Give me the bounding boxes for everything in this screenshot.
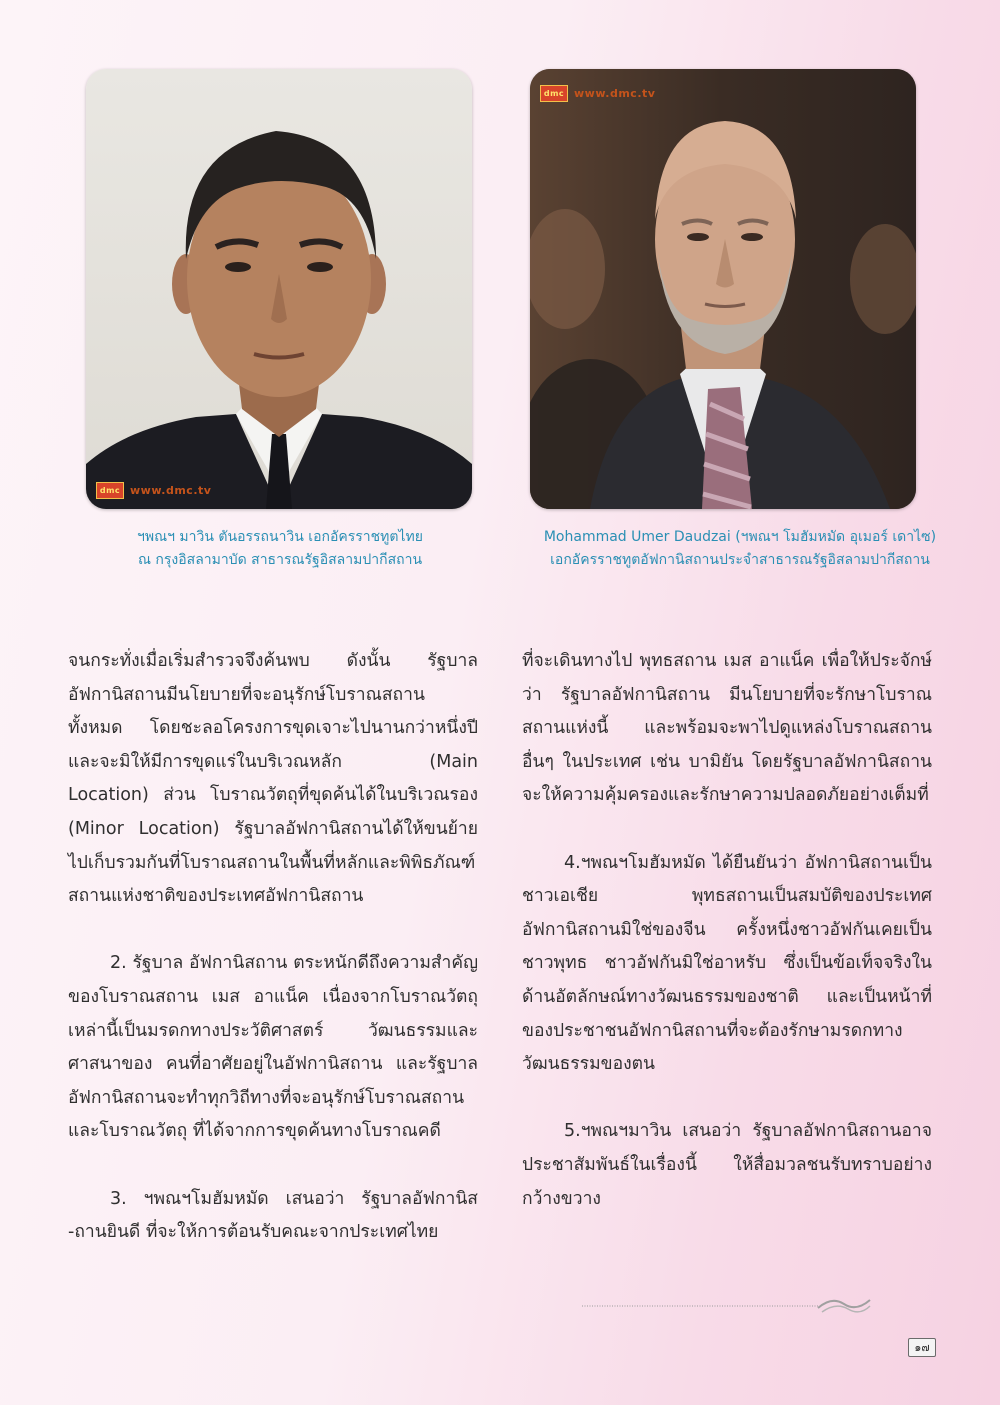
paragraph: 2. รัฐบาล อัฟกานิสถาน ตระหนักดีถึงความสำคัญของโบราณสถาน เมส อาแน็ค เนื่องจากโบราณวัตถุเหล่านี้เป็นมรดกทางประวัติศาสตร์ วัฒนธรรมและศาสนาของ คนที่อาศัยอยู่ในอัฟกานิสถาน และรัฐบาลอัฟกานิสถานจะทำทุกวิถีทางที่จะอนุรักษ์โบราณสถานและโบราณวัตถุ ที่ได้จากการขุดค้นทางโบราณคดี — [68, 953, 478, 1142]
decorative-divider — [582, 1292, 872, 1316]
caption-line: ฯพณฯ มาวิน ตันอรรถนาวิน เอกอัครราชทูตไทย — [137, 529, 423, 545]
photo-caption-left — [70, 526, 490, 572]
photo-afghan-ambassador — [530, 69, 916, 509]
paragraph: 3. ฯพณฯโมฮัมหมัด เสนอว่า รัฐบาลอัฟกานิส -ถานยินดี ที่จะให้การต้อนรับคณะจากประเทศไทย — [68, 1188, 478, 1243]
caption-line: เอกอัครราชทูตอัฟกานิสถานประจำสาธารณรัฐอิสลามปากีสถาน — [550, 552, 930, 568]
watermark-url: www.dmc.tv — [574, 87, 656, 100]
paragraph: 5.ฯพณฯมาวิน เสนอว่า รัฐบาลอัฟกานิสถานอาจประชาสัมพันธ์ในเรื่องนี้ ให้สื่อมวลชนรับทราบอย่างกว้างขวาง — [522, 1121, 932, 1209]
watermark — [96, 482, 211, 499]
paragraph: 4.ฯพณฯโมฮัมหมัด ได้ยืนยันว่า อัฟกานิสถานเป็นชาวเอเชีย พุทธสถานเป็นสมบัติของประเทศอัฟกานิสถานมิใช่ของจีน ครั้งหนึ่งชาวอัฟกันเคยเป็นชาวพุทธ ชาวอัฟกันมิใช่อาหรับ ซึ่งเป็นข้อเท็จจริงในด้านอัตลักษณ์ทางวัฒนธรรมของชาติ และเป็นหน้าที่ของประชาชนอัฟกานิสถานที่จะต้องรักษามรดกทางวัฒนธรรมของตน — [522, 852, 932, 1075]
dmc-logo: dmc — [96, 482, 124, 499]
caption-line: ณ กรุงอิสลามาบัด สาธารณรัฐอิสลามปากีสถาน — [137, 552, 423, 568]
watermark — [540, 85, 655, 102]
photo-thai-ambassador — [86, 69, 472, 509]
portrait-illustration — [86, 69, 472, 509]
paragraph: ที่จะเดินทางไป พุทธสถาน เมส อาแน็ค เพื่อให้ประจักษ์ว่า รัฐบาลอัฟกานิสถาน มีนโยบายที่จะรักษาโบราณสถานแห่งนี้ และพร้อมจะพาไปดูแหล่งโบราณสถานอื่นๆ ในประเทศ เช่น บามิยัน โดยรัฐบาลอัฟกานิสถานจะให้ความคุ้มครองและรักษาความปลอดภัยอย่างเต็มที่ — [522, 651, 932, 806]
portrait-illustration — [530, 69, 916, 509]
text-column-left — [68, 645, 478, 1250]
dmc-logo: dmc — [540, 85, 568, 102]
paragraph: จนกระทั่งเมื่อเริ่มสำรวจจึงค้นพบ ดังนั้น รัฐบาลอัฟกานิสถานมีนโยบายที่จะอนุรักษ์โบราณสถานทั้งหมด โดยชะลอโครงการขุดเจาะไปนานกว่าหนึ่งปี และจะมิให้มีการขุดแร่ในบริเวณหลัก (Main Location) ส่วน โบราณวัตถุที่ขุดค้นได้ในบริเวณรอง (Minor Location) รัฐบาลอัฟกานิสถานได้ให้ขนย้ายไปเก็บรวมกันที่โบราณสถานในพื้นที่หลักและพิพิธภัณฑ์สถานแห่งชาติของประเทศอัฟกานิสถาน — [68, 651, 478, 907]
photo-caption-right — [505, 526, 975, 572]
page-number: ๑๗ — [908, 1338, 936, 1357]
watermark-url: www.dmc.tv — [130, 484, 212, 497]
caption-line: Mohammad Umer Daudzai (ฯพณฯ โมฮัมหมัด อุเมอร์ เดาไซ) — [543, 529, 937, 545]
text-column-right — [522, 645, 932, 1216]
